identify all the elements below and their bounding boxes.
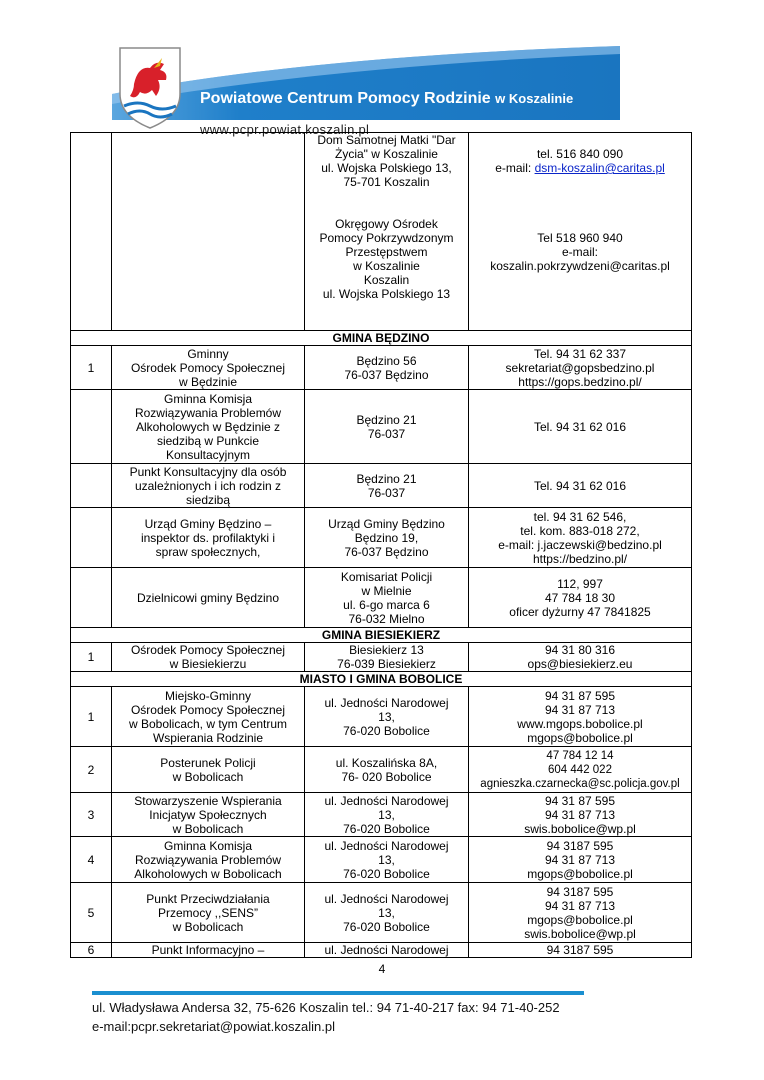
table-row <box>71 643 692 672</box>
row-address: ul. Jedności Narodowej 13, 76-020 Bobolice <box>305 837 469 883</box>
table-row <box>71 747 692 793</box>
row-name-cell <box>112 133 305 331</box>
row-address: ul. Jedności Narodowej 13, 76-020 Bobolice <box>305 883 469 943</box>
row-contact: Tel. 94 31 62 016 <box>469 464 692 508</box>
row-number: 5 <box>71 883 112 943</box>
section-header-row <box>71 331 692 346</box>
email-link[interactable]: dsm-koszalin@caritas.pl <box>534 161 665 175</box>
table-row <box>71 883 692 943</box>
row-address: ul. Jedności Narodowej <box>305 943 469 958</box>
row-contact: 94 3187 595 <box>469 943 692 958</box>
row-contact: 112, 997 47 784 18 30 oficer dyżurny 47 7841825 <box>469 568 692 628</box>
row-contact: 94 31 87 595 94 31 87 713 www.mgops.bobolice.pl mgops@bobolice.pl <box>469 687 692 747</box>
section-title: GMINA BĘDZINO <box>71 331 692 346</box>
page-footer <box>92 998 560 1036</box>
row-name: Posterunek Policji w Bobolicach <box>112 747 305 793</box>
row-contact: tel. 94 31 62 546, tel. kom. 883-018 272, e-mail: j.jaczewski@bedzino.pl https://bedzino.pl/ <box>469 508 692 568</box>
institutions-table <box>70 132 692 958</box>
page-header <box>0 0 764 140</box>
section-header-row <box>71 628 692 643</box>
row-number-cell <box>71 133 112 331</box>
row-number: 3 <box>71 793 112 837</box>
table-row <box>71 508 692 568</box>
row-name: Punkt Informacyjno – <box>112 943 305 958</box>
row-address: Urząd Gminy Będzino Będzino 19, 76-037 Będzino <box>305 508 469 568</box>
row-contact: 94 3187 595 94 31 87 713 mgops@bobolice.pl swis.bobolice@wp.pl <box>469 883 692 943</box>
row-name: Punkt Konsultacyjny dla osób uzależnionych i ich rodzin z siedzibą <box>112 464 305 508</box>
row-number: 1 <box>71 346 112 390</box>
row-address: ul. Koszalińska 8A, 76- 020 Bobolice <box>305 747 469 793</box>
row-name: Gminna Komisja Rozwiązywania Problemów Alkoholowych w Bobolicach <box>112 837 305 883</box>
row-number <box>71 508 112 568</box>
row-address: Biesiekierz 13 76-039 Biesiekierz <box>305 643 469 672</box>
table-row <box>71 346 692 390</box>
footer-email: e-mail:pcpr.sekretariat@powiat.koszalin.pl <box>92 1019 335 1034</box>
table-row <box>71 133 692 331</box>
row-number: 2 <box>71 747 112 793</box>
table-row <box>71 943 692 958</box>
row-number: 6 <box>71 943 112 958</box>
footer-divider <box>92 991 584 995</box>
row-name: Miejsko-Gminny Ośrodek Pomocy Społecznej w Bobolicach, w tym Centrum Wspierania Rodzinie <box>112 687 305 747</box>
row-contact-cell: tel. 516 840 090 e-mail: dsm-koszalin@caritas.pl Tel 518 960 940 e-mail: koszalin.pokrzywdzeni@caritas.pl <box>469 133 692 331</box>
page-number: 4 <box>378 962 386 976</box>
row-address-cell: Dom Samotnej Matki "Dar Życia" w Koszalinie ul. Wojska Polskiego 13, 75-701 Koszalin Okręgowy Ośrodek Pomocy Pokrzywdzonym Przestępstwem w Koszalinie Koszalin ul. Wojska Polskiego 13 <box>305 133 469 331</box>
row-address: ul. Jedności Narodowej 13, 76-020 Bobolice <box>305 687 469 747</box>
row-number <box>71 568 112 628</box>
row-address: Będzino 21 76-037 <box>305 464 469 508</box>
row-number: 1 <box>71 687 112 747</box>
row-contact: 94 31 80 316 ops@biesiekierz.eu <box>469 643 692 672</box>
row-contact: Tel. 94 31 62 016 <box>469 390 692 464</box>
header-title: Powiatowe Centrum Pomocy Rodzinie w Koszalinie <box>200 90 574 107</box>
table-row <box>71 390 692 464</box>
row-name: Gminny Ośrodek Pomocy Społecznej w Będzinie <box>112 346 305 390</box>
row-number <box>71 390 112 464</box>
footer-address: ul. Władysława Andersa 32, 75-626 Koszalin tel.: 94 71-40-217 fax: 94 71-40-252 <box>92 1000 560 1015</box>
row-name: Urząd Gminy Będzino – inspektor ds. profilaktyki i spraw społecznych, <box>112 508 305 568</box>
row-name: Dzielnicowi gminy Będzino <box>112 568 305 628</box>
header-banner <box>112 46 620 120</box>
table-row <box>71 464 692 508</box>
griffin-crest-logo <box>116 44 184 130</box>
row-name: Stowarzyszenie Wspierania Inicjatyw Społecznych w Bobolicach <box>112 793 305 837</box>
table-row <box>71 837 692 883</box>
row-name: Punkt Przeciwdziałania Przemocy ,,SENS” w Bobolicach <box>112 883 305 943</box>
header-website[interactable]: www.pcpr.powiat.koszalin.pl <box>200 122 370 137</box>
row-name: Gminna Komisja Rozwiązywania Problemów Alkoholowych w Będzinie z siedzibą w Punkcie Konsultacyjnym <box>112 390 305 464</box>
row-name: Ośrodek Pomocy Społecznej w Biesiekierzu <box>112 643 305 672</box>
section-title: GMINA BIESIEKIERZ <box>71 628 692 643</box>
row-contact: 94 3187 595 94 31 87 713 mgops@bobolice.pl <box>469 837 692 883</box>
row-address: Komisariat Policji w Mielnie ul. 6-go marca 6 76-032 Mielno <box>305 568 469 628</box>
section-title: MIASTO I GMINA BOBOLICE <box>71 672 692 687</box>
section-header-row <box>71 672 692 687</box>
row-number: 1 <box>71 643 112 672</box>
row-contact: 47 784 12 14 604 442 022 agnieszka.czarnecka@sc.policja.gov.pl <box>469 747 692 793</box>
table-row <box>71 568 692 628</box>
row-address: ul. Jedności Narodowej 13, 76-020 Bobolice <box>305 793 469 837</box>
row-contact: Tel. 94 31 62 337 sekretariat@gopsbedzino.pl https://gops.bedzino.pl/ <box>469 346 692 390</box>
row-address: Będzino 56 76-037 Będzino <box>305 346 469 390</box>
row-number: 4 <box>71 837 112 883</box>
banner-background <box>112 46 620 120</box>
table-row <box>71 793 692 837</box>
row-address: Będzino 21 76-037 <box>305 390 469 464</box>
table-row <box>71 687 692 747</box>
row-contact: 94 31 87 595 94 31 87 713 swis.bobolice@wp.pl <box>469 793 692 837</box>
row-number <box>71 464 112 508</box>
